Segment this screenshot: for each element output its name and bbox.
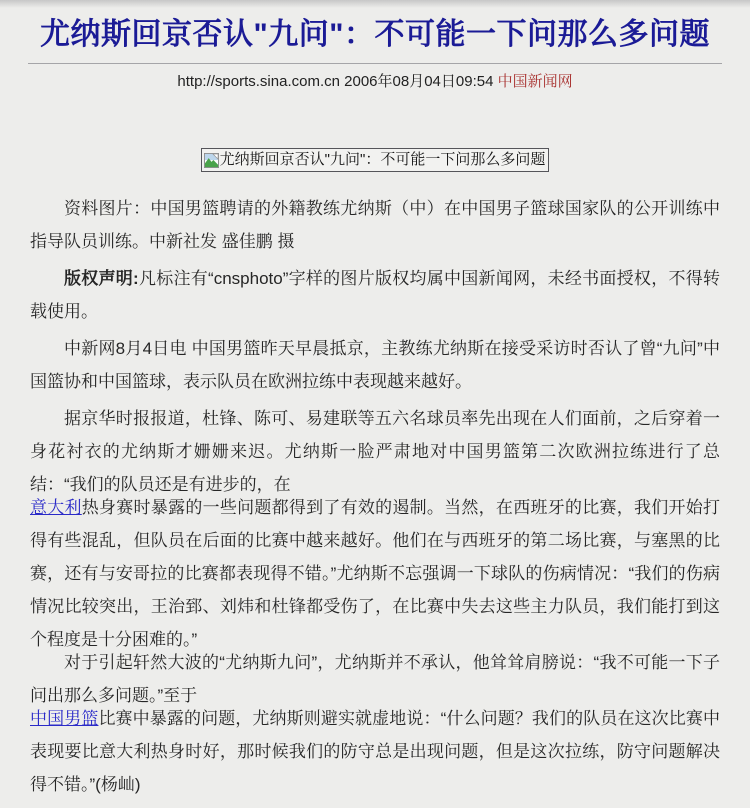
text-segment: 据京华时报报道，杜锋、陈可、易建联等五六名球员率先出现在人们面前，之后穿着一身花衬衣的尤纳斯才姗姗来迟。尤纳斯一脸严肃地对中国男篮第二次欧洲拉练进行了总结：“我们的队员还是有进步的，在 bbox=[30, 409, 720, 494]
article-body bbox=[30, 192, 720, 801]
text-segment: 热身赛时暴露的一些问题都得到了有效的遏制。当然，在西班牙的比赛，我们开始打得有些混乱，但队员在后面的比赛中越来越好。他们在与西班牙的第二场比赛，与塞黑的比赛，还有与安哥拉的比赛都表现得不错。”尤纳斯不忘强调一下球队的伤病情况：“我们的伤病情况比较突出，王治郅、刘炜和杜锋都受伤了，在比赛中失去这些主力队员，我们能打到这个程度是十分困难的。” bbox=[30, 498, 721, 649]
paragraph bbox=[30, 192, 720, 258]
source-datetime: 2006年08月04日09:54 bbox=[344, 73, 494, 90]
paragraph bbox=[30, 491, 720, 656]
window-top-edge bbox=[0, 0, 750, 8]
source-url: http://sports.sina.com.cn bbox=[177, 73, 340, 90]
text-segment: 对于引起轩然大波的“尤纳斯九问”，尤纳斯并不承认，他耸耸肩膀说：“我不可能一下子问出那么多问题。”至于 bbox=[30, 653, 720, 705]
bold-text-segment: 版权声明: bbox=[64, 269, 139, 288]
keyword-link[interactable]: 中国男篮 bbox=[30, 709, 99, 728]
keyword-link[interactable]: 意大利 bbox=[30, 498, 82, 517]
text-segment: 凡标注有“cnsphoto”字样的图片版权均属中国新闻网，未经书面授权，不得转载使用。 bbox=[30, 269, 720, 321]
image-alt-text: 尤纳斯回京否认"九问"：不可能一下问那么多问题 bbox=[219, 151, 546, 168]
source-site-link[interactable]: 中国新闻网 bbox=[497, 73, 573, 90]
text-segment: 比赛中暴露的问题，尤纳斯则避实就虚地说：“什么问题？我们的队员在这次比赛中表现要比意大利热身时好，那时候我们的防守总是出现问题，但是这次拉练，防守问题解决得不错。”(杨屾) bbox=[30, 709, 720, 794]
broken-image-icon bbox=[204, 153, 219, 168]
text-segment: 资料图片：中国男篮聘请的外籍教练尤纳斯（中）在中国男子篮球国家队的公开训练中指导队员训练。中新社发 盛佳鹏 摄 bbox=[30, 199, 720, 251]
headline-divider bbox=[28, 63, 722, 64]
text-segment: 中新网8月4日电 中国男篮昨天早晨抵京，主教练尤纳斯在接受采访时否认了曾“九问”中国篮协和中国篮球，表示队员在欧洲拉练中表现越来越好。 bbox=[30, 339, 720, 391]
article-headline: 尤纳斯回京否认"九问"：不可能一下问那么多问题 bbox=[40, 18, 710, 51]
broken-image-placeholder bbox=[201, 148, 550, 172]
paragraph bbox=[30, 262, 720, 328]
paragraph bbox=[30, 702, 720, 801]
paragraph bbox=[30, 402, 720, 501]
article-image-area bbox=[0, 148, 750, 172]
paragraph bbox=[30, 332, 720, 398]
source-line bbox=[0, 72, 750, 92]
